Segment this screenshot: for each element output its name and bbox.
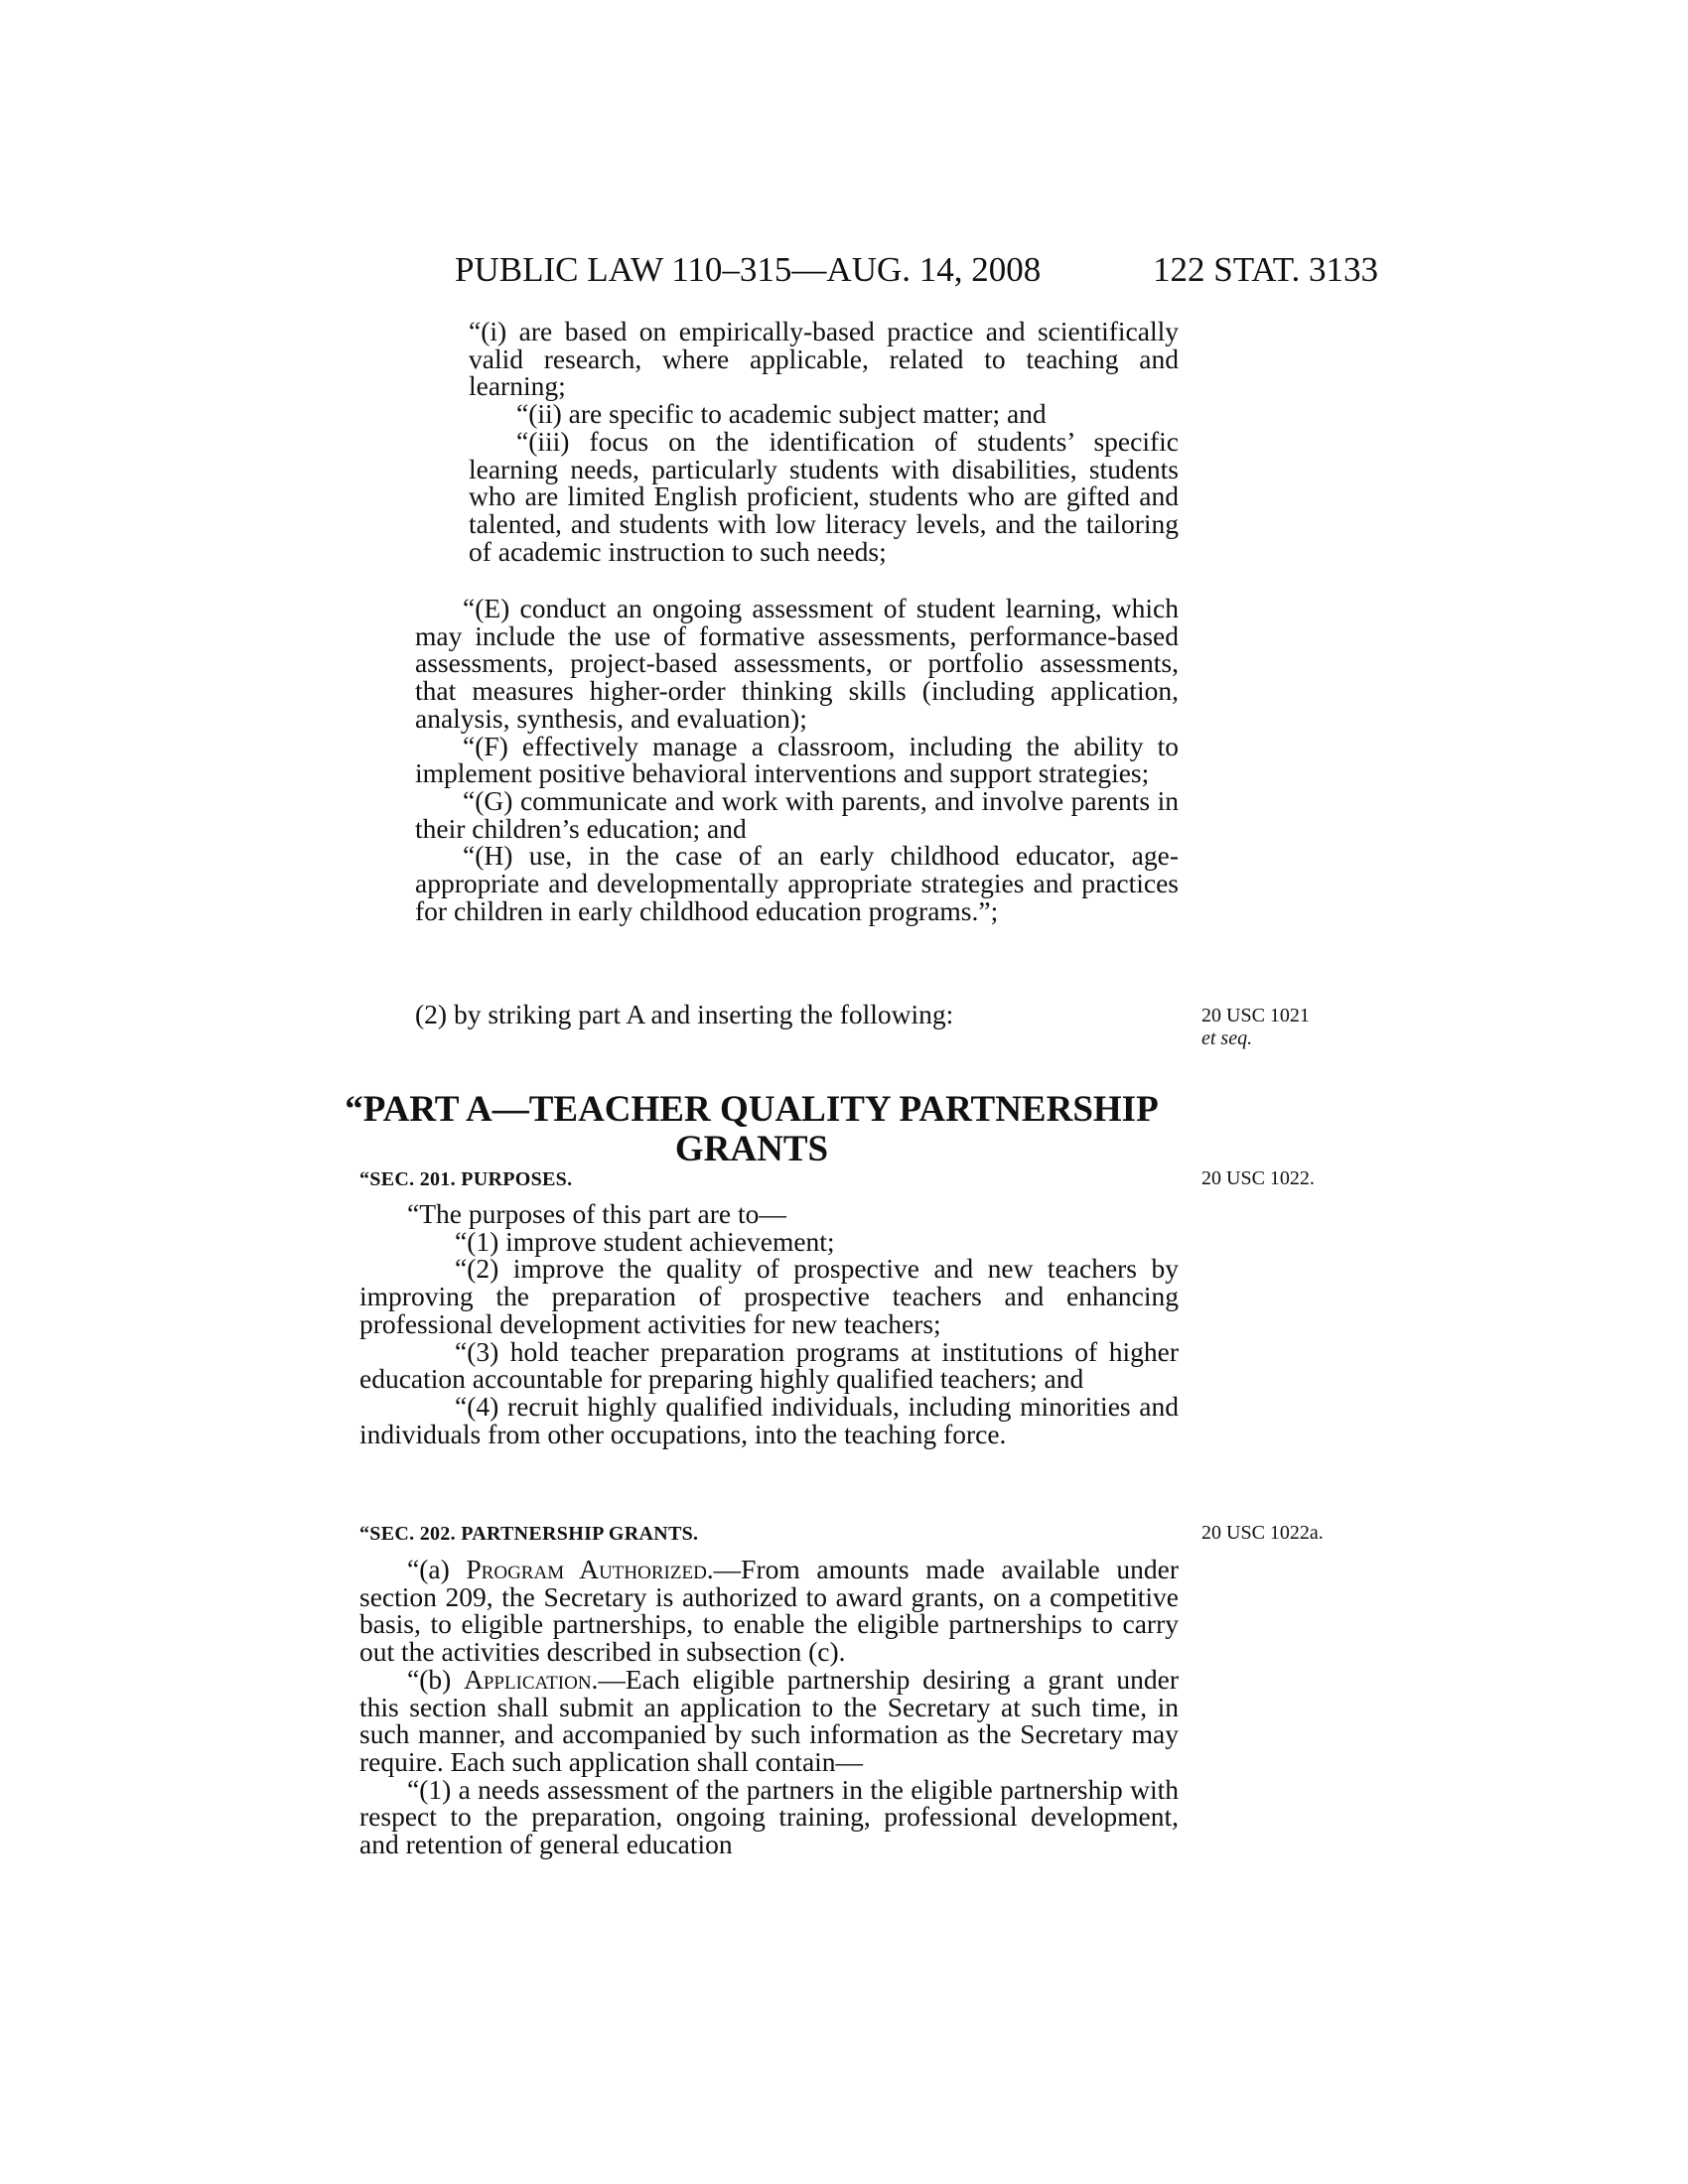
strike-instruction [415,1001,1179,1028]
clauses-i-to-iii [469,318,1179,565]
clause-i: “(i) are based on empirically-based practice and scientifically valid research, where applicable, related to teaching and learning; [469,316,1179,402]
subsection-a-prefix: “(a) [407,1554,467,1584]
sec-202-body [359,1556,1179,1858]
subsection-b-text: .—Each eligible partnership desiring a grant under this section shall submit an application to the Secretary at such time, in such manner, and accompanied by such information as the Secretary may require. Each such application shall contain— [359,1663,1180,1777]
margin-note-1021-et-seq: et seq. [1201,1027,1253,1049]
page-header [455,248,1378,292]
purpose-3: “(3) hold teacher preparation programs at institutions of higher education accountable for preparing highly qualified teachers; and [359,1335,1179,1395]
sec-201-intro: “The purposes of this part are to— [407,1198,786,1229]
subsection-a [359,1556,1179,1666]
application-item-1: “(1) a needs assessment of the partners in the eligible partnership with respect to the preparation, ongoing training, professional development, and retention of general education [359,1773,1179,1860]
subsection-a-text: .—From amounts made available under section 209, the Secretary is authorized to award grants, on a competitive basis, to eligible partnerships, to enable the eligible partnerships to carry out the activities described in subsection (c). [359,1554,1179,1668]
subparagraph-h: “(H) use, in the case of an early childhood educator, age-appropriate and developmentally appropriate strategies and practices for children in early childhood education programs.”; [415,840,1179,926]
margin-note-1021-citation: 20 USC 1021 [1201,1005,1310,1026]
purpose-1: “(1) improve student achievement; [455,1225,835,1257]
public-law-citation: PUBLIC LAW 110–315—AUG. 14, 2008 [455,250,1042,289]
purpose-2: “(2) improve the quality of prospective and new teachers by improving the preparation of prospective teachers and enhancing professional development activities for new teachers; [359,1253,1179,1339]
sec-202-heading: “SEC. 202. PARTNERSHIP GRANTS. [359,1523,699,1545]
subparagraph-f: “(F) effectively manage a classroom, including the ability to implement positive behavioral interventions and support strategies; [415,730,1179,789]
sec-201-heading: “SEC. 201. PURPOSES. [359,1168,573,1190]
strike-line: (2) by striking part A and inserting the following: [415,999,954,1029]
sec-201-body [359,1200,1179,1447]
subsection-b-prefix: “(b) [407,1663,464,1695]
part-a-heading [324,1090,1180,1169]
subparagraph-g: “(G) communicate and work with parents, and involve parents in their children’s education; and [415,784,1179,844]
purpose-4: “(4) recruit highly qualified individuals, including minorities and individuals from other occupations, into the teaching force. [359,1390,1179,1449]
clause-iii: “(iii) focus on the identification of students’ specific learning needs, particularly students with disabilities, students who are limited English proficient, students who are gifted and talented, and students with low literacy levels, and the tailoring of academic instruction to such needs; [469,425,1179,567]
subparagraphs-e-to-h [415,595,1179,924]
margin-note-20-usc-1021 [1201,1005,1310,1050]
margin-note-20-usc-1022: 20 USC 1022. [1201,1167,1315,1189]
part-a-heading-line1: “PART A—TEACHER QUALITY PARTNERSHIP [345,1089,1159,1130]
subsection-b [359,1663,1180,1777]
part-a-heading-line2: GRANTS [674,1129,829,1169]
margin-note-20-usc-1022a: 20 USC 1022a. [1201,1522,1324,1544]
clause-ii: “(ii) are specific to academic subject matter; and [516,398,1047,430]
statute-page-number: 122 STAT. 3133 [1153,250,1378,289]
subparagraph-e: “(E) conduct an ongoing assessment of student learning, which may include the use of formative assessments, performance-based assessments, project-based assessments, or portfolio assessments, that measures higher-order thinking skills (including application, analysis, synthesis, and evaluation); [415,593,1179,734]
subsection-b-caption: Application [463,1663,592,1695]
subsection-a-caption: Program Authorized [466,1554,707,1584]
